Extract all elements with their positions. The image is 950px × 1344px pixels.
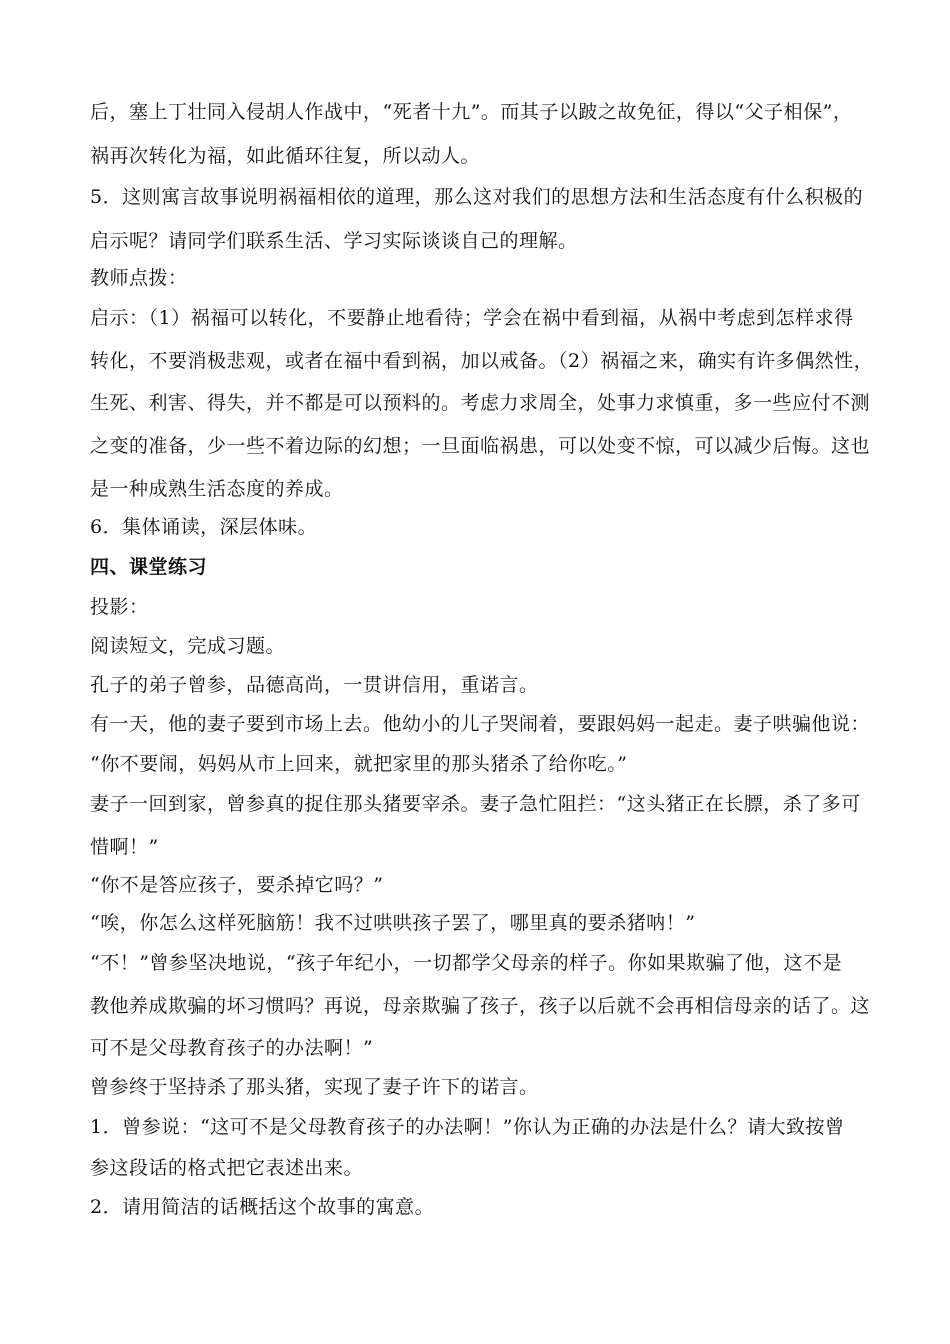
text-line: 阅读短文，完成习题。 xyxy=(90,635,286,657)
text-line: 转化，不要消极悲观，或者在福中看到祸，加以戒备。（2）祸福之来，确实有许多偶然性， xyxy=(90,350,874,372)
text-line: 6．集体诵读，深层体味。 xyxy=(90,516,318,538)
text-line: 启示：（1）祸福可以转化，不要静止地看待；学会在祸中看到福，从祸中考虑到怎样求得 xyxy=(90,307,854,329)
text-line: 有一天，他的妻子要到市场上去。他幼小的儿子哭闹着，要跟妈妈一起走。妻子哄骗他说： xyxy=(90,713,871,735)
text-line: “不！”曾参坚决地说，“孩子年纪小，一切都学父母亲的样子。你如果欺骗了他，这不是 xyxy=(90,952,843,974)
text-line: 启示呢？请同学们联系生活、学习实际谈谈自己的理解。 xyxy=(90,230,578,252)
text-line: 是一种成熟生活态度的养成。 xyxy=(90,478,344,500)
text-line: 投影： xyxy=(90,596,149,618)
text-line: 之变的准备，少一些不着边际的幻想；一旦面临祸患，可以处变不惊，可以减少后悔。这也 xyxy=(90,435,871,457)
text-line: 2．请用简洁的话概括这个故事的寓意。 xyxy=(90,1196,435,1218)
text-line: 可不是父母教育孩子的办法啊！” xyxy=(90,1037,374,1059)
text-line: 妻子一回到家，曾参真的捉住那头猪要宰杀。妻子急忙阻拦：“这头猪正在长膘，杀了多可 xyxy=(90,793,861,815)
text-line: “你不是答应孩子，要杀掉它吗？” xyxy=(90,874,384,896)
text-line: 教他养成欺骗的坏习惯吗？再说，母亲欺骗了孩子，孩子以后就不会再相信母亲的话了。这 xyxy=(90,995,871,1017)
section-heading: 四、课堂练习 xyxy=(90,556,208,578)
text-line: 生死、利害、得失，并不都是可以预料的。考虑力求周全，处事力求慎重，多一些应付不测 xyxy=(90,392,871,414)
text-line: 后，塞上丁壮同入侵胡人作战中，“死者十九”。而其子以跛之故免征，得以“父子相保”， xyxy=(90,101,853,123)
text-line: 惜啊！” xyxy=(90,836,159,858)
text-line: 参这段话的格式把它表述出来。 xyxy=(90,1157,364,1179)
text-line: 曾参终于坚持杀了那头猪，实现了妻子许下的诺言。 xyxy=(90,1076,539,1098)
text-line: 1．曾参说：“这可不是父母教育孩子的办法啊！”你认为正确的办法是什么？请大致按曾 xyxy=(90,1116,845,1138)
text-line: “你不要闹，妈妈从市上回来，就把家里的那头猪杀了给你吃。” xyxy=(90,753,628,775)
text-line: 孔子的弟子曾参，品德高尚，一贯讲信用，重诺言。 xyxy=(90,674,539,696)
text-line: 祸再次转化为福，如此循环往复，所以动人。 xyxy=(90,145,481,167)
text-line: “唉，你怎么这样死脑筋！我不过哄哄孩子罢了，哪里真的要杀猪呐！” xyxy=(90,912,696,934)
text-line: 5．这则寓言故事说明祸福相依的道理，那么这对我们的思想方法和生活态度有什么积极的 xyxy=(90,186,864,208)
text-line: 教师点拨： xyxy=(90,267,188,289)
